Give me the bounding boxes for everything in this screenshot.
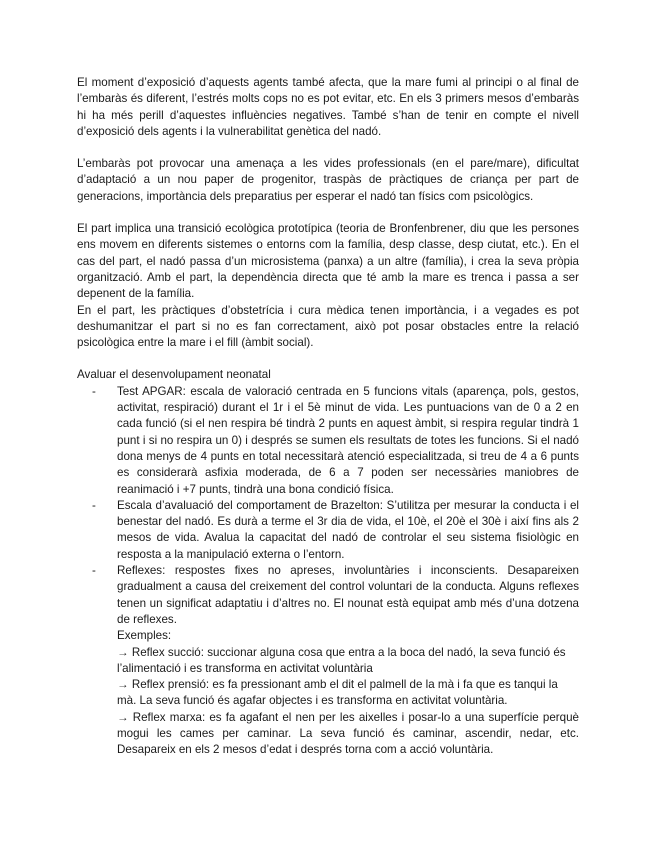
list-item-reflexes bbox=[117, 563, 579, 759]
example-grasp: → Reflex prensió: es fa pressionant amb el dit el palmell de la mà i fa que es tanqui la mà. La seva funció és agafar objectes i es transforma en activitat voluntària. bbox=[117, 678, 558, 708]
list-item-text: Escala d’avaluació del comportament de Brazelton: S’utilitza per mesurar la conducta i el benestar del nadó. Es durà a terme el 3r dia de vida, el 10è, el 20è el 30è i així fins als 2 mesos de vida. Avalua la capacitat del nadó de controlar el seu sistema fisiològic en resposta a la manipulació externa o l’entorn. bbox=[117, 498, 579, 561]
example-suction: → Reflex succió: succionar alguna cosa que entra a la boca del nadó, la seva funció és l’alimentació i es transforma en activitat voluntària bbox=[117, 645, 566, 675]
paragraph-obstetrics: En el part, les pràctiques d’obstetrícia i cura mèdica tenen importància, i a vegades es pot deshumanitzar el part si no es fan correctament, això pot posar obstacles entre la relació psicològica entre la mare i el fill (àmbit social). bbox=[77, 303, 579, 350]
assessment-list bbox=[77, 384, 579, 759]
paragraph-birth-transition: El part implica una transició ecològica prototípica (teoria de Bronfenbrener, diu que les persones ens movem en diferents sistemes o entorns com la família, desp classe, desp ciutat, etc.). En el cas del part, el nadó passa d’un microsistema (panxa) a un altre (família), i crea la seva pròpia organització. Amb el part, la dependència directa que té amb la mare es trenca i passa a ser depenent de la família. bbox=[77, 222, 579, 301]
examples-label: Exemples: bbox=[117, 629, 172, 643]
example-stepping: → Reflex marxa: es fa agafant el nen per les aixelles i posar-lo a una superfície perquè mogui les cames per caminar. La seva funció és caminar, ascendir, nedar, etc. Desapareix en els 2 mesos d’edat i després torna com a acció voluntària. bbox=[117, 710, 579, 757]
paragraph-pregnancy: L’embaràs pot provocar una amenaça a les vides professionals (en el pare/mare), dificultat d’adaptació a un nou paper de progenitor, traspàs de pràctiques de criança per part de generacions, importància dels preparatius per esperar el nadó tan físics com psicològics. bbox=[77, 157, 579, 203]
list-item-text: Reflexes: respostes fixes no apreses, involuntàries i inconscients. Desapareixen gradualment a causa del creixement del control voluntari de la conducta. Alguns reflexes tenen un significat adaptatiu i d’altres no. El nounat està equipat amb més d’una dotzena de reflexes. bbox=[117, 564, 579, 626]
paragraph-exposure: El moment d’exposició d’aquests agents també afecta, que la mare fumi al principi o al final de l’embaràs és diferent, l’estrés molts cops no es pot evitar, etc. En els 3 primers mesos d’embaràs hi ha més perill d’aquestes influències negatives. També s’han de tenir en compte el nivell d’exposició dels agents i la vulnerabilitat genètica del nadó. bbox=[77, 76, 579, 138]
list-item-brazelton bbox=[117, 498, 579, 563]
section-title: Avaluar el desenvolupament neonatal bbox=[77, 368, 271, 382]
list-item-text: Test APGAR: escala de valoració centrada en 5 funcions vitals (aparença, pols, gestos, activitat, respiració) durant el 1r i el 5è minut de vida. Les puntuacions van de 0 a 2 en cada funció (si el nen respira bé tindrà 2 punts en aquest àmbit, si respira regular tindrà 1 punt i si no respira un 0) i després se sumen els resultats de totes les funcions. Si el nadó dona menys de 4 punts en total necessitarà atenció especialitzada, si treu de 4 a 6 punts es considerarà asfixia moderada, de 6 a 7 poden ser necessàries maniobres de reanimació i +7 punts, tindrà una bona condició física. bbox=[117, 384, 579, 496]
list-item-apgar bbox=[117, 384, 579, 498]
